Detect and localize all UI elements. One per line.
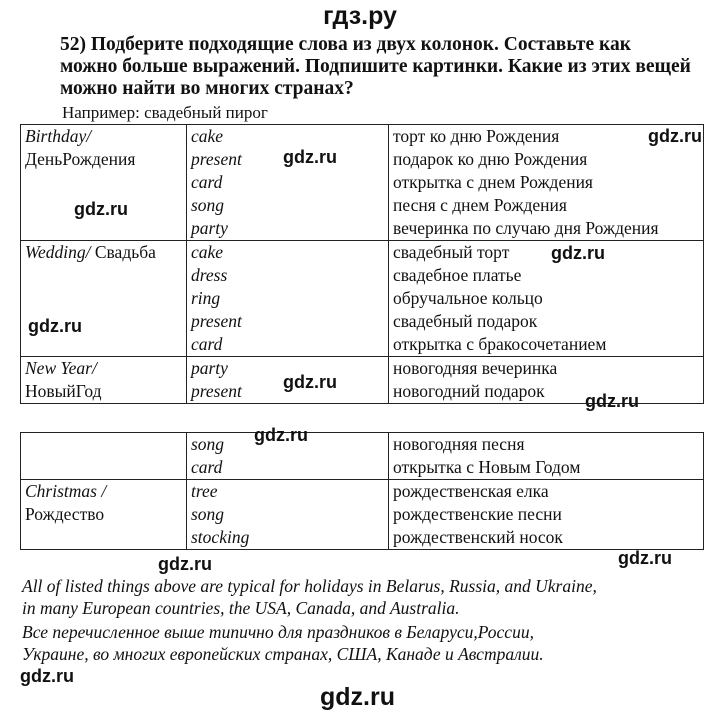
paragraph-ru-line-1: Все перечисленное выше типично для праздников в Беларуси,России, [22,622,534,642]
watermark: gdz.ru [283,372,337,392]
translation: открытка с бракосочетанием [393,334,607,354]
word: song [191,195,225,215]
holiday-name-en: Birthday/ [25,126,92,146]
translation: новогодняя песня [393,434,525,454]
holiday-name-ru: НовыйГод [25,381,102,401]
translation: вечеринка по случаю дня Рождения [393,218,659,238]
translation: рождественский носок [393,527,563,547]
paragraph-en-line-2: in many European countries, the USA, Canada, and Australia. [22,598,460,618]
watermark: gdz.ru [158,554,212,574]
word: present [191,381,242,401]
translation: свадебное платье [393,265,522,285]
translation: обручальное кольцо [393,288,543,308]
translation: песня с днем Рождения [393,195,567,215]
translation: торт ко дню Рождения [393,126,560,146]
word: present [191,311,242,331]
words-cell [187,480,389,550]
table-row [21,480,704,550]
translation: открытка с днем Рождения [393,172,593,192]
site-header: гдз.ру [323,2,397,30]
words-cell [187,125,389,241]
holiday-name-en: New Year/ [25,358,97,378]
translation: свадебный подарок [393,311,538,331]
vocab-table-1 [20,124,704,404]
holiday-name-ru: Рождество [25,504,105,524]
word: cake [191,126,224,146]
watermark: gdz.ru [283,147,337,167]
translations-cell [389,241,704,357]
word: ring [191,288,221,308]
word: card [191,334,223,354]
translation: рождественская елка [393,481,549,501]
holiday-name-en: Christmas / [25,481,107,501]
word: party [191,218,228,238]
word: party [191,358,228,378]
word: card [191,457,223,477]
word: card [191,172,223,192]
word: stocking [191,527,250,547]
holiday-name-ru: Свадьба [94,242,156,262]
watermark: gdz.ru [20,666,74,686]
translations-cell [389,480,704,550]
vocab-table-2 [20,432,704,550]
watermark: gdz.ru [320,683,395,711]
translation: свадебный торт [393,242,510,262]
translations-cell [389,433,704,480]
paragraph-ru-line-2: Украине, во многих европейских странах, США, Канаде и Австралии. [22,644,544,664]
holiday-name-ru: ДеньРождения [25,149,136,169]
word: song [191,504,225,524]
watermark: gdz.ru [551,243,605,263]
task-line-3: можно найти во многих странах? [60,78,354,99]
translations-cell [389,357,704,404]
task-line-2: можно больше выражений. Подпишите картинки. Какие из этих вещей [60,56,691,77]
holiday-name-en: Wedding/ [25,242,91,262]
watermark: gdz.ru [648,126,702,146]
holiday-cell [21,480,187,550]
watermark: gdz.ru [618,548,672,568]
table-row [21,125,704,241]
holiday-cell [21,125,187,241]
watermark: gdz.ru [254,425,308,445]
translation: рождественские песни [393,504,562,524]
word: song [191,434,225,454]
watermark: gdz.ru [28,316,82,336]
translation: открытка с Новым Годом [393,457,581,477]
translation: новогодняя вечеринка [393,358,558,378]
paragraph-en-line-1: All of listed things above are typical for holidays in Belarus, Russia, and Ukraine, [22,576,597,596]
translation: новогодний подарок [393,381,545,401]
holiday-cell [21,433,187,480]
word: tree [191,481,218,501]
table-row [21,433,704,480]
words-cell [187,241,389,357]
task-line-1: 52) Подберите подходящие слова из двух колонок. Составьте как [60,34,631,55]
translation: подарок ко дню Рождения [393,149,588,169]
example-text: Например: свадебный пирог [62,103,268,122]
watermark: gdz.ru [585,391,639,411]
holiday-cell [21,241,187,357]
word: dress [191,265,228,285]
watermark: gdz.ru [74,199,128,219]
word: present [191,149,242,169]
holiday-cell [21,357,187,404]
word: cake [191,242,224,262]
